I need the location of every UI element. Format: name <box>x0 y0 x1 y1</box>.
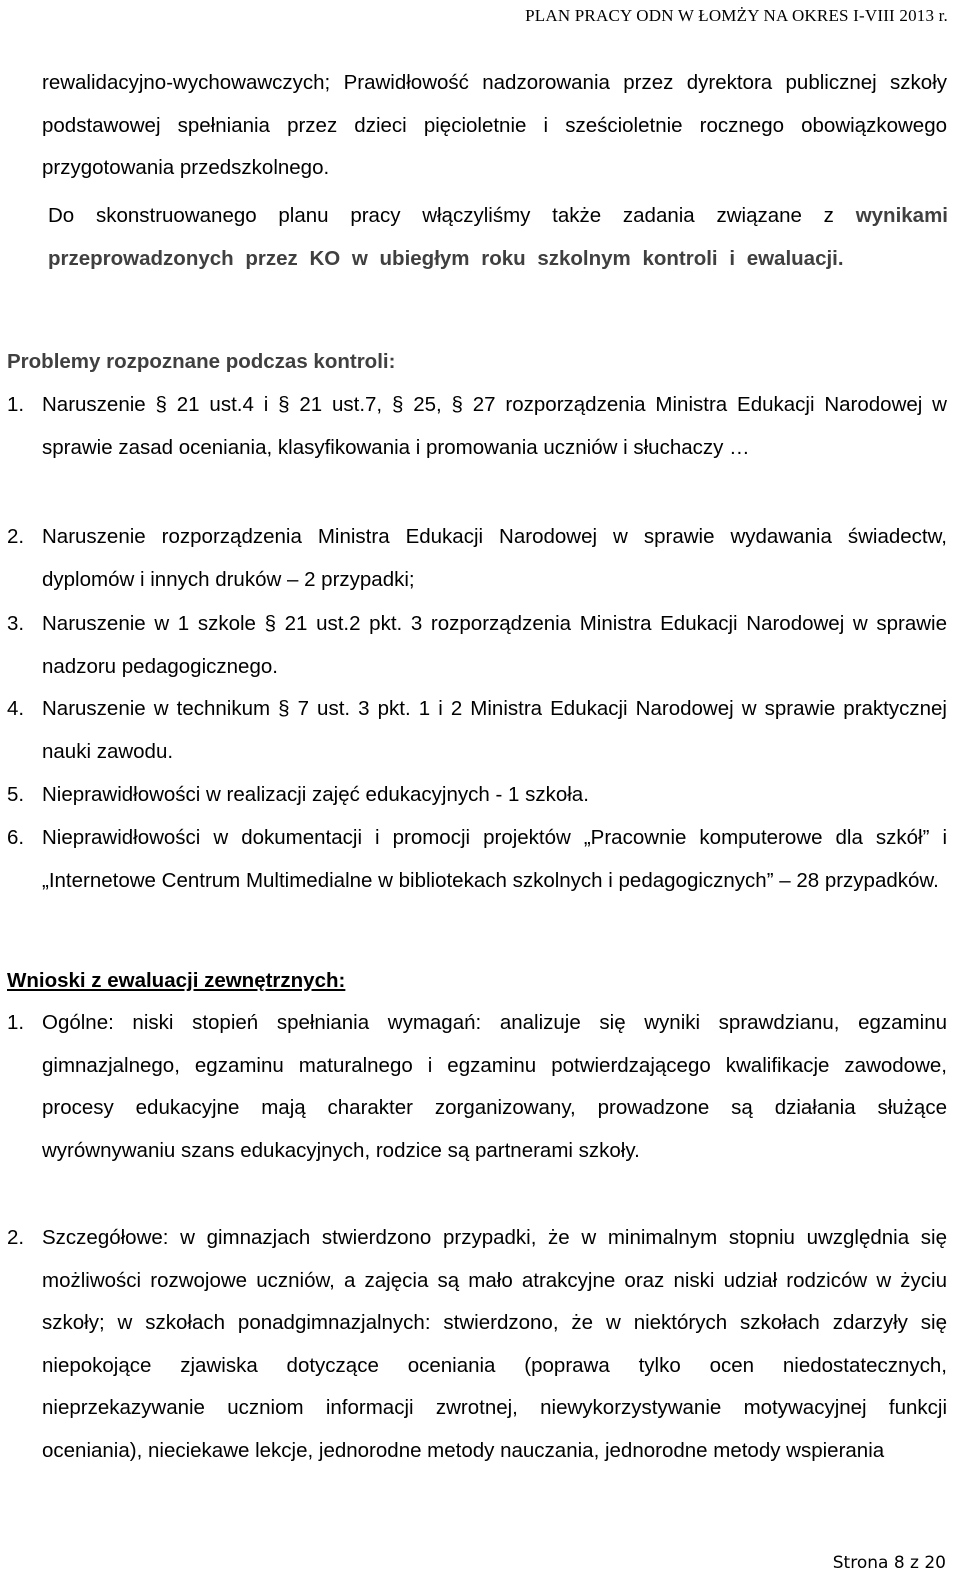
problem-item-2 <box>7 516 947 601</box>
problem-item-6 <box>7 817 947 902</box>
problem-item-1 <box>7 384 947 469</box>
page-number: Strona 8 z 20 <box>832 1553 946 1573</box>
list-text: Naruszenie w technikum § 7 ust. 3 pkt. 1 i 2 Ministra Edukacji Narodowej w sprawie praktycznej nauki zawodu. <box>42 697 947 763</box>
problem-item-5 <box>7 774 947 817</box>
list-number: 2. <box>7 525 25 548</box>
list-text: Ogólne: niski stopień spełniania wymagań: analizuje się wyniki sprawdzianu, egzaminu gimnazjalnego, egzaminu maturalnego i egzaminu potwierdzającego kwalifikacje zawodowe, procesy edukacyjne mają charakter zorganizowany, prowadzone są działania służące wyrównywaniu szans edukacyjnych, rodzice są partnerami szkoły. <box>42 1011 947 1162</box>
list-text: Naruszenie § 21 ust.4 i § 21 ust.7, § 25, § 27 rozporządzenia Ministra Edukacji Narodowej w sprawie zasad oceniania, klasyfikowania i promowania uczniów i słuchaczy … <box>42 393 947 459</box>
conclusion-item-1 <box>7 1002 947 1172</box>
list-text: Szczegółowe: w gimnazjach stwierdzono przypadki, że w minimalnym stopniu uwzględnia się możliwości rozwojowe uczniów, a zajęcia są mało atrakcyjne oraz niski udział rodziców w życiu szkoły; w szkołach ponadgimnazjalnych: stwierdzono, że w niektórych szkołach zdarzyły się niepokojące zjawiska dotyczące oceniania (poprawa tylko ocen niedostatecznych, nieprzekazywanie uczniom informacji zwrotnej, niewykorzystywanie motywacyjnej funkcji oceniania), nieciekawe lekcje, jednorodne metody nauczania, jednorodne metody wspierania <box>42 1226 947 1462</box>
problem-item-4 <box>7 688 947 773</box>
conclusion-item-2 <box>7 1217 947 1472</box>
page-header-title: PLAN PRACY ODN W ŁOMŻY NA OKRES I-VIII 2013 r. <box>525 6 948 25</box>
list-text: Naruszenie rozporządzenia Ministra Edukacji Narodowej w sprawie wydawania świadectw, dyplomów i innych druków – 2 przypadki; <box>42 525 947 591</box>
list-number: 6. <box>7 826 25 849</box>
conclusions-heading: Wnioski z ewaluacji zewnętrznych: <box>7 969 346 992</box>
list-number: 1. <box>7 1011 25 1034</box>
list-number: 2. <box>7 1226 25 1249</box>
list-number: 5. <box>7 783 25 806</box>
intro-paragraph-2-plain: Do skonstruowanego planu pracy włączyliśmy także zadania związane z <box>48 204 834 227</box>
intro-paragraph: rewalidacyjno-wychowawczych; Prawidłowość nadzorowania przez dyrektora publicznej szkoły podstawowej spełniania przez dzieci pięcioletnie i sześcioletnie rocznego obowiązkowego przygotowania przedszkolnego. <box>42 71 947 179</box>
list-text: Nieprawidłowości w dokumentacji i promocji projektów „Pracownie komputerowe dla szkół” i „Internetowe Centrum Multimedialne w bibliotekach szkolnych i pedagogicznych” – 28 przypadków. <box>42 826 947 892</box>
list-number: 1. <box>7 393 25 416</box>
list-text: Nieprawidłowości w realizacji zajęć edukacyjnych - 1 szkoła. <box>42 783 589 806</box>
list-number: 4. <box>7 697 25 720</box>
intro-paragraph-2 <box>48 195 948 280</box>
problems-heading: Problemy rozpoznane podczas kontroli: <box>7 350 396 373</box>
intro-paragraph-2-bold: wynikami przeprowadzonych przez KO w ubiegłym roku szkolnym kontroli i ewaluacji. <box>48 204 948 270</box>
list-text: Naruszenie w 1 szkole § 21 ust.2 pkt. 3 rozporządzenia Ministra Edukacji Narodowej w sprawie nadzoru pedagogicznego. <box>42 612 947 678</box>
problem-item-3 <box>7 603 947 688</box>
list-number: 3. <box>7 612 25 635</box>
